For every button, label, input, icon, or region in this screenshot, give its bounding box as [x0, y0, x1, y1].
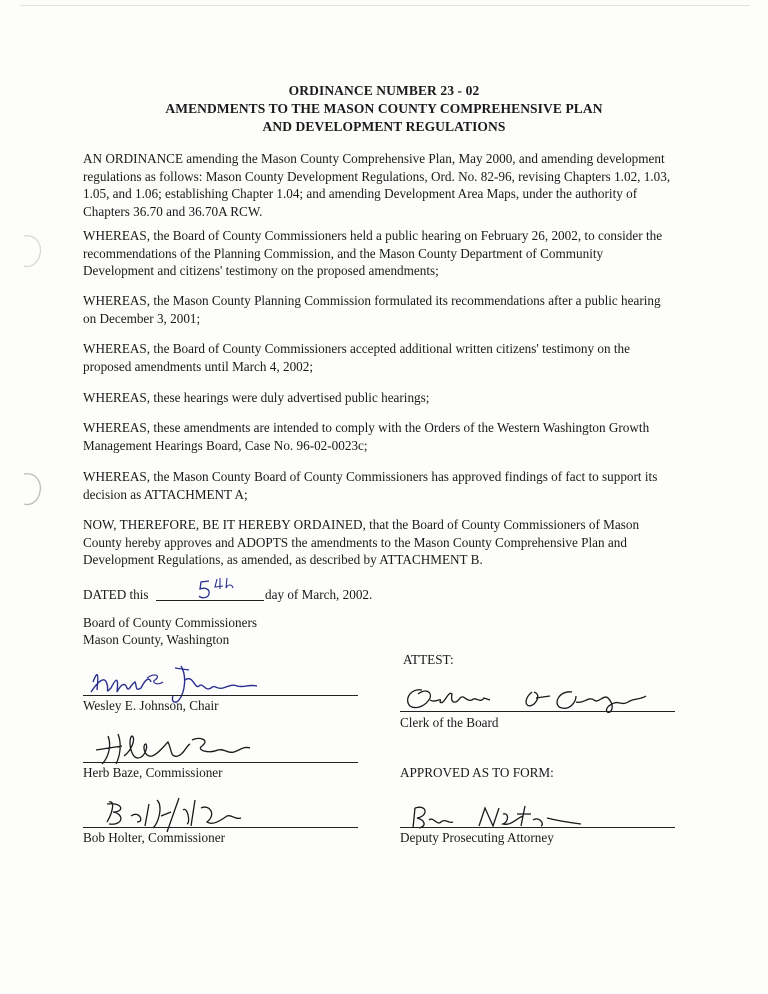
board-name-line2: Mason County, Washington: [83, 632, 230, 647]
handwritten-day: [195, 575, 245, 603]
baze-signature-line: [83, 762, 358, 763]
whereas-advertised-hearings: WHEREAS, these hearings were duly advertised public hearings;: [83, 390, 430, 405]
punch-hole-mark-2: [20, 470, 44, 510]
whereas-written-testimony: WHEREAS, the Board of County Commissioners accepted additional written citizens' testimony on the proposed amendments until March 4, 2002;: [83, 341, 630, 374]
whereas-public-hearing: WHEREAS, the Board of County Commissioners held a public hearing on February 26, 2002, to consider the recommendations of the Planning Commission, and the Mason County Department of Community Development and citizens' testimony on the proposed amendments;: [83, 228, 663, 278]
dated-prefix: DATED this: [83, 587, 149, 602]
approved-as-to-form-label: APPROVED AS TO FORM:: [400, 765, 554, 780]
deputy-signature-line: [400, 827, 675, 828]
punch-hole-mark-1: [20, 232, 44, 272]
ordinance-title-line1: AMENDMENTS TO THE MASON COUNTY COMPREHENSIVE PLAN: [165, 101, 603, 116]
chair-signature-line: [83, 695, 358, 696]
ordinance-intro-paragraph: AN ORDINANCE amending the Mason County Comprehensive Plan, May 2000, and amending development regulations as follows: Mason County Development Regulations, Ord. No. 82-96, revising Chapters 1.02, 1.03, 1.05, and 1.06; establishing Chapter 1.04; and amending Development Area Maps, under the authority of Chapters 36.70 and 36.70A RCW.: [83, 151, 671, 219]
deputy-attorney-label: Deputy Prosecuting Attorney: [400, 830, 554, 845]
whereas-planning-commission: WHEREAS, the Mason County Planning Commission formulated its recommendations after a public hearing on December 3, 2001;: [83, 293, 661, 326]
clerk-label: Clerk of the Board: [400, 715, 499, 730]
ordinance-number-heading: ORDINANCE NUMBER 23 - 02: [288, 83, 480, 98]
board-name-line1: Board of County Commissioners: [83, 615, 258, 630]
clerk-signature: [400, 680, 680, 720]
whereas-growth-management: WHEREAS, these amendments are intended to comply with the Orders of the Western Washington Growth Management Hearings Board, Case No. 96-02-0023c;: [83, 420, 650, 453]
now-therefore-paragraph: NOW, THEREFORE, BE IT HEREBY ORDAINED, that the Board of County Commissioners of Mason County hereby approves and ADOPTS the amendments to the Mason County Comprehensive Plan and Development Regulations, as amended, as described by ATTACHMENT B.: [83, 517, 640, 567]
clerk-signature-line: [400, 711, 675, 712]
dated-suffix: day of March, 2002.: [265, 587, 373, 602]
ordinance-title-line2: AND DEVELOPMENT REGULATIONS: [262, 119, 506, 134]
scan-edge-line: [20, 5, 750, 6]
holter-signature-line: [83, 827, 358, 828]
whereas-findings-of-fact: WHEREAS, the Mason County Board of County Commissioners has approved findings of fact to support its decision as ATTACHMENT A;: [83, 469, 658, 502]
attest-label: ATTEST:: [403, 652, 454, 667]
chair-name: Wesley E. Johnson, Chair: [83, 698, 219, 713]
commissioner-baze-name: Herb Baze, Commissioner: [83, 765, 223, 780]
commissioner-holter-name: Bob Holter, Commissioner: [83, 830, 225, 845]
